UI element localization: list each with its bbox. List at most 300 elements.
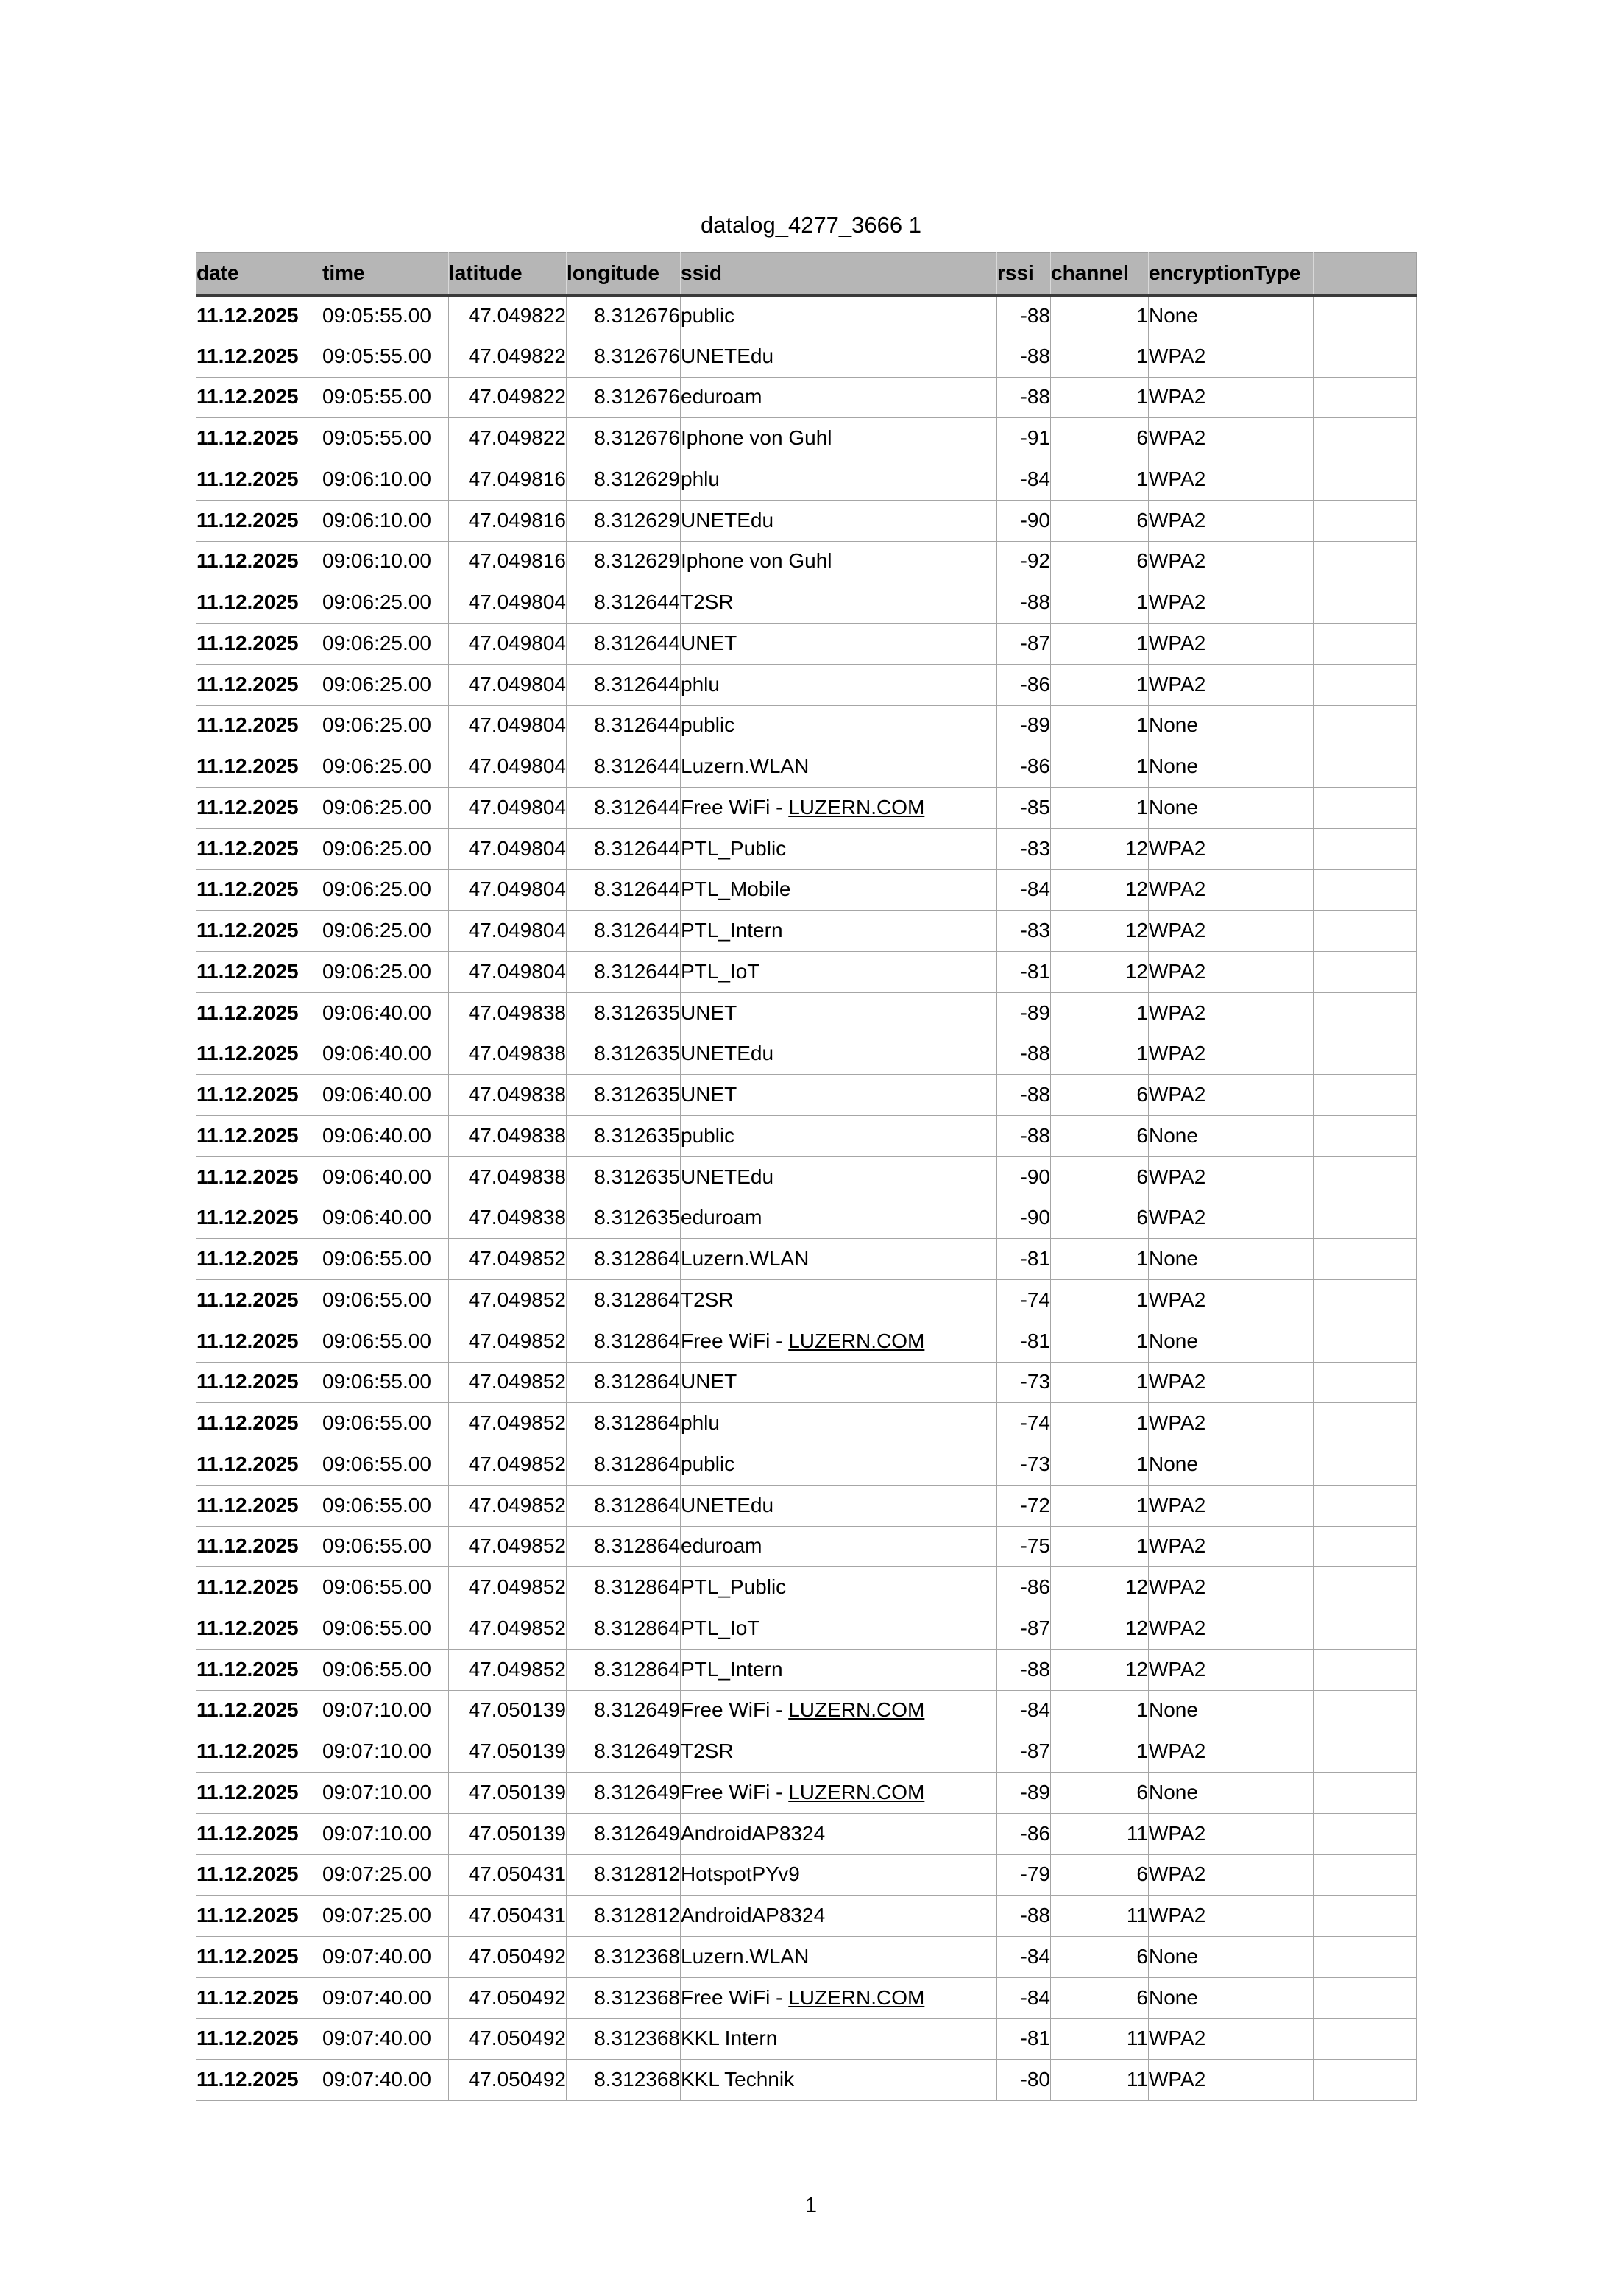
cell-channel: 6 xyxy=(1051,541,1149,582)
cell-encryption-type: WPA2 xyxy=(1149,1198,1314,1239)
cell-date: 11.12.2025 xyxy=(196,1116,322,1157)
cell-date: 11.12.2025 xyxy=(196,992,322,1034)
cell-ssid: Luzern.WLAN xyxy=(681,1937,997,1978)
cell-time: 09:06:55.00 xyxy=(322,1608,449,1650)
cell-longitude: 8.312676 xyxy=(567,377,681,418)
cell-ssid: KKL Intern xyxy=(681,2018,997,2060)
cell-channel: 6 xyxy=(1051,1116,1149,1157)
cell-rssi: -88 xyxy=(997,1649,1051,1690)
table-row xyxy=(196,1649,1417,1690)
cell-latitude: 47.049852 xyxy=(449,1608,567,1650)
cell-latitude: 47.049816 xyxy=(449,459,567,501)
cell-encryption-type: WPA2 xyxy=(1149,582,1314,624)
column-header-channel: channel xyxy=(1051,253,1149,295)
cell-longitude: 8.312864 xyxy=(567,1321,681,1362)
cell-rssi: -72 xyxy=(997,1485,1051,1526)
table-row xyxy=(196,1690,1417,1731)
cell-rssi: -87 xyxy=(997,1731,1051,1773)
cell-ssid: UNET xyxy=(681,1075,997,1116)
cell-ssid: UNET xyxy=(681,624,997,665)
cell-date: 11.12.2025 xyxy=(196,1937,322,1978)
cell-latitude: 47.049804 xyxy=(449,664,567,705)
cell-channel: 1 xyxy=(1051,336,1149,377)
cell-extra xyxy=(1314,911,1417,952)
table-body xyxy=(196,295,1417,2101)
cell-date: 11.12.2025 xyxy=(196,1075,322,1116)
cell-date: 11.12.2025 xyxy=(196,1813,322,1854)
cell-channel: 6 xyxy=(1051,1854,1149,1896)
cell-time: 09:07:10.00 xyxy=(322,1690,449,1731)
cell-time: 09:06:25.00 xyxy=(322,582,449,624)
cell-latitude: 47.049838 xyxy=(449,1156,567,1198)
cell-date: 11.12.2025 xyxy=(196,500,322,541)
cell-channel: 12 xyxy=(1051,828,1149,869)
luzern-com-link[interactable]: LUZERN.COM xyxy=(788,1985,925,2009)
cell-rssi: -86 xyxy=(997,1813,1051,1854)
cell-longitude: 8.312635 xyxy=(567,992,681,1034)
cell-channel: 1 xyxy=(1051,1444,1149,1486)
cell-date: 11.12.2025 xyxy=(196,664,322,705)
cell-extra xyxy=(1314,1239,1417,1280)
cell-rssi: -87 xyxy=(997,1608,1051,1650)
cell-latitude: 47.049852 xyxy=(449,1567,567,1608)
cell-date: 11.12.2025 xyxy=(196,1854,322,1896)
cell-latitude: 47.050139 xyxy=(449,1731,567,1773)
cell-time: 09:06:55.00 xyxy=(322,1280,449,1321)
cell-channel: 12 xyxy=(1051,911,1149,952)
page-number: 1 xyxy=(804,2194,818,2217)
table-row xyxy=(196,377,1417,418)
cell-date: 11.12.2025 xyxy=(196,1977,322,2018)
cell-encryption-type: None xyxy=(1149,1690,1314,1731)
cell-ssid: PTL_Intern xyxy=(681,1649,997,1690)
cell-ssid: UNETEdu xyxy=(681,500,997,541)
cell-encryption-type: WPA2 xyxy=(1149,1362,1314,1403)
table-row xyxy=(196,828,1417,869)
cell-encryption-type: WPA2 xyxy=(1149,1731,1314,1773)
cell-encryption-type: WPA2 xyxy=(1149,1526,1314,1567)
cell-rssi: -88 xyxy=(997,1034,1051,1075)
column-header-time: time xyxy=(322,253,449,295)
cell-rssi: -88 xyxy=(997,1896,1051,1937)
table-row xyxy=(196,1854,1417,1896)
cell-extra xyxy=(1314,1485,1417,1526)
cell-rssi: -88 xyxy=(997,295,1051,336)
table-row xyxy=(196,705,1417,746)
cell-channel: 1 xyxy=(1051,705,1149,746)
column-header-rssi: rssi xyxy=(997,253,1051,295)
cell-channel: 11 xyxy=(1051,2018,1149,2060)
cell-longitude: 8.312644 xyxy=(567,705,681,746)
cell-rssi: -84 xyxy=(997,1690,1051,1731)
cell-longitude: 8.312635 xyxy=(567,1075,681,1116)
cell-ssid: Luzern.WLAN xyxy=(681,1239,997,1280)
cell-encryption-type: WPA2 xyxy=(1149,1854,1314,1896)
cell-ssid: eduroam xyxy=(681,1198,997,1239)
cell-encryption-type: WPA2 xyxy=(1149,377,1314,418)
cell-date: 11.12.2025 xyxy=(196,1444,322,1486)
table-row xyxy=(196,1485,1417,1526)
cell-ssid: phlu xyxy=(681,459,997,501)
cell-ssid: KKL Technik xyxy=(681,2060,997,2101)
cell-latitude: 47.049822 xyxy=(449,418,567,459)
cell-encryption-type: WPA2 xyxy=(1149,869,1314,911)
cell-channel: 12 xyxy=(1051,1567,1149,1608)
table-row xyxy=(196,459,1417,501)
cell-extra xyxy=(1314,624,1417,665)
cell-time: 09:06:25.00 xyxy=(322,869,449,911)
cell-time: 09:06:25.00 xyxy=(322,705,449,746)
cell-latitude: 47.049852 xyxy=(449,1649,567,1690)
cell-extra xyxy=(1314,992,1417,1034)
cell-rssi: -85 xyxy=(997,788,1051,829)
cell-encryption-type: WPA2 xyxy=(1149,2018,1314,2060)
cell-channel: 1 xyxy=(1051,788,1149,829)
table-row xyxy=(196,1321,1417,1362)
cell-latitude: 47.049804 xyxy=(449,952,567,993)
cell-time: 09:07:40.00 xyxy=(322,2018,449,2060)
cell-rssi: -86 xyxy=(997,1567,1051,1608)
cell-encryption-type: WPA2 xyxy=(1149,2060,1314,2101)
cell-extra xyxy=(1314,1034,1417,1075)
cell-latitude: 47.049852 xyxy=(449,1362,567,1403)
cell-channel: 12 xyxy=(1051,1649,1149,1690)
cell-time: 09:05:55.00 xyxy=(322,336,449,377)
table-row xyxy=(196,1773,1417,1814)
cell-longitude: 8.312635 xyxy=(567,1198,681,1239)
cell-longitude: 8.312644 xyxy=(567,664,681,705)
cell-ssid: PTL_Public xyxy=(681,1567,997,1608)
cell-encryption-type: WPA2 xyxy=(1149,459,1314,501)
cell-longitude: 8.312635 xyxy=(567,1034,681,1075)
cell-encryption-type: WPA2 xyxy=(1149,1649,1314,1690)
cell-longitude: 8.312644 xyxy=(567,788,681,829)
cell-encryption-type: None xyxy=(1149,1937,1314,1978)
table-row xyxy=(196,500,1417,541)
cell-date: 11.12.2025 xyxy=(196,828,322,869)
cell-date: 11.12.2025 xyxy=(196,582,322,624)
cell-extra xyxy=(1314,295,1417,336)
table-row xyxy=(196,664,1417,705)
column-header-latitude: latitude xyxy=(449,253,567,295)
cell-extra xyxy=(1314,1526,1417,1567)
cell-date: 11.12.2025 xyxy=(196,952,322,993)
cell-latitude: 47.050139 xyxy=(449,1773,567,1814)
cell-longitude: 8.312812 xyxy=(567,1896,681,1937)
cell-ssid: HotspotPYv9 xyxy=(681,1854,997,1896)
cell-extra xyxy=(1314,746,1417,788)
cell-longitude: 8.312864 xyxy=(567,1280,681,1321)
cell-longitude: 8.312629 xyxy=(567,459,681,501)
cell-longitude: 8.312864 xyxy=(567,1649,681,1690)
cell-ssid: AndroidAP8324 xyxy=(681,1813,997,1854)
cell-ssid: public xyxy=(681,1116,997,1157)
cell-rssi: -81 xyxy=(997,952,1051,993)
cell-extra xyxy=(1314,2060,1417,2101)
cell-date: 11.12.2025 xyxy=(196,1567,322,1608)
cell-extra xyxy=(1314,1362,1417,1403)
cell-ssid: UNETEdu xyxy=(681,1034,997,1075)
cell-channel: 1 xyxy=(1051,1526,1149,1567)
cell-encryption-type: None xyxy=(1149,705,1314,746)
cell-channel: 12 xyxy=(1051,1608,1149,1650)
cell-extra xyxy=(1314,664,1417,705)
table-row xyxy=(196,336,1417,377)
cell-channel: 1 xyxy=(1051,1239,1149,1280)
cell-latitude: 47.049852 xyxy=(449,1239,567,1280)
cell-extra xyxy=(1314,1075,1417,1116)
cell-ssid: public xyxy=(681,295,997,336)
cell-date: 11.12.2025 xyxy=(196,295,322,336)
cell-channel: 6 xyxy=(1051,1198,1149,1239)
cell-latitude: 47.050139 xyxy=(449,1690,567,1731)
cell-extra xyxy=(1314,377,1417,418)
cell-longitude: 8.312676 xyxy=(567,295,681,336)
cell-time: 09:06:40.00 xyxy=(322,1198,449,1239)
cell-latitude: 47.049852 xyxy=(449,1485,567,1526)
cell-rssi: -73 xyxy=(997,1444,1051,1486)
cell-extra xyxy=(1314,1977,1417,2018)
cell-time: 09:06:25.00 xyxy=(322,911,449,952)
cell-rssi: -88 xyxy=(997,1116,1051,1157)
luzern-com-link[interactable]: LUZERN.COM xyxy=(788,795,925,819)
cell-time: 09:06:55.00 xyxy=(322,1444,449,1486)
cell-date: 11.12.2025 xyxy=(196,1198,322,1239)
cell-date: 11.12.2025 xyxy=(196,1773,322,1814)
cell-channel: 1 xyxy=(1051,1280,1149,1321)
cell-latitude: 47.049838 xyxy=(449,1075,567,1116)
cell-encryption-type: WPA2 xyxy=(1149,992,1314,1034)
cell-time: 09:06:25.00 xyxy=(322,828,449,869)
cell-date: 11.12.2025 xyxy=(196,377,322,418)
luzern-com-link[interactable]: LUZERN.COM xyxy=(788,1329,925,1352)
cell-rssi: -92 xyxy=(997,541,1051,582)
cell-latitude: 47.049838 xyxy=(449,1198,567,1239)
table-row xyxy=(196,295,1417,336)
cell-date: 11.12.2025 xyxy=(196,1321,322,1362)
cell-time: 09:06:25.00 xyxy=(322,952,449,993)
cell-rssi: -79 xyxy=(997,1854,1051,1896)
cell-latitude: 47.050431 xyxy=(449,1896,567,1937)
cell-time: 09:07:10.00 xyxy=(322,1731,449,1773)
cell-channel: 6 xyxy=(1051,1977,1149,2018)
cell-extra xyxy=(1314,1854,1417,1896)
cell-latitude: 47.049804 xyxy=(449,705,567,746)
cell-ssid: UNETEdu xyxy=(681,1485,997,1526)
cell-extra xyxy=(1314,788,1417,829)
table-row xyxy=(196,1156,1417,1198)
cell-date: 11.12.2025 xyxy=(196,1362,322,1403)
cell-extra xyxy=(1314,1608,1417,1650)
cell-time: 09:07:10.00 xyxy=(322,1813,449,1854)
cell-time: 09:06:40.00 xyxy=(322,992,449,1034)
cell-rssi: -81 xyxy=(997,1321,1051,1362)
cell-date: 11.12.2025 xyxy=(196,624,322,665)
cell-ssid: Free WiFi - LUZERN.COM xyxy=(681,1690,997,1731)
cell-time: 09:07:40.00 xyxy=(322,1937,449,1978)
cell-rssi: -86 xyxy=(997,664,1051,705)
cell-channel: 11 xyxy=(1051,2060,1149,2101)
cell-channel: 1 xyxy=(1051,746,1149,788)
cell-encryption-type: WPA2 xyxy=(1149,418,1314,459)
cell-latitude: 47.050139 xyxy=(449,1813,567,1854)
cell-latitude: 47.050431 xyxy=(449,1854,567,1896)
cell-ssid: eduroam xyxy=(681,1526,997,1567)
cell-rssi: -90 xyxy=(997,1156,1051,1198)
cell-date: 11.12.2025 xyxy=(196,1034,322,1075)
cell-latitude: 47.049804 xyxy=(449,788,567,829)
cell-latitude: 47.049804 xyxy=(449,746,567,788)
table-row xyxy=(196,1896,1417,1937)
cell-encryption-type: None xyxy=(1149,788,1314,829)
cell-extra xyxy=(1314,952,1417,993)
cell-date: 11.12.2025 xyxy=(196,1526,322,1567)
cell-date: 11.12.2025 xyxy=(196,1608,322,1650)
cell-date: 11.12.2025 xyxy=(196,911,322,952)
cell-rssi: -88 xyxy=(997,336,1051,377)
cell-encryption-type: WPA2 xyxy=(1149,1485,1314,1526)
cell-time: 09:06:55.00 xyxy=(322,1362,449,1403)
cell-encryption-type: WPA2 xyxy=(1149,1567,1314,1608)
cell-time: 09:06:55.00 xyxy=(322,1567,449,1608)
cell-longitude: 8.312368 xyxy=(567,1977,681,2018)
cell-rssi: -90 xyxy=(997,1198,1051,1239)
cell-extra xyxy=(1314,1403,1417,1444)
cell-channel: 1 xyxy=(1051,377,1149,418)
cell-encryption-type: WPA2 xyxy=(1149,952,1314,993)
cell-ssid: UNETEdu xyxy=(681,1156,997,1198)
cell-ssid: Free WiFi - LUZERN.COM xyxy=(681,788,997,829)
table-row xyxy=(196,1198,1417,1239)
cell-channel: 1 xyxy=(1051,1362,1149,1403)
cell-extra xyxy=(1314,582,1417,624)
table-row xyxy=(196,1403,1417,1444)
cell-channel: 12 xyxy=(1051,869,1149,911)
cell-ssid: PTL_Intern xyxy=(681,911,997,952)
datalog-table xyxy=(196,252,1417,2101)
cell-encryption-type: WPA2 xyxy=(1149,1403,1314,1444)
cell-time: 09:06:40.00 xyxy=(322,1034,449,1075)
cell-channel: 1 xyxy=(1051,582,1149,624)
cell-longitude: 8.312368 xyxy=(567,1937,681,1978)
cell-rssi: -89 xyxy=(997,705,1051,746)
luzern-com-link[interactable]: LUZERN.COM xyxy=(788,1698,925,1722)
cell-longitude: 8.312644 xyxy=(567,746,681,788)
cell-encryption-type: WPA2 xyxy=(1149,1280,1314,1321)
cell-longitude: 8.312649 xyxy=(567,1813,681,1854)
cell-channel: 1 xyxy=(1051,624,1149,665)
table-row xyxy=(196,911,1417,952)
cell-encryption-type: WPA2 xyxy=(1149,911,1314,952)
cell-time: 09:07:25.00 xyxy=(322,1854,449,1896)
cell-extra xyxy=(1314,418,1417,459)
table-row xyxy=(196,582,1417,624)
cell-longitude: 8.312649 xyxy=(567,1773,681,1814)
cell-encryption-type: None xyxy=(1149,1444,1314,1486)
cell-rssi: -90 xyxy=(997,500,1051,541)
cell-time: 09:06:25.00 xyxy=(322,664,449,705)
cell-latitude: 47.049822 xyxy=(449,295,567,336)
cell-time: 09:06:55.00 xyxy=(322,1485,449,1526)
cell-date: 11.12.2025 xyxy=(196,2018,322,2060)
cell-time: 09:06:25.00 xyxy=(322,788,449,829)
column-header-longitude: longitude xyxy=(567,253,681,295)
cell-date: 11.12.2025 xyxy=(196,1156,322,1198)
cell-latitude: 47.050492 xyxy=(449,2018,567,2060)
cell-longitude: 8.312629 xyxy=(567,541,681,582)
luzern-com-link[interactable]: LUZERN.COM xyxy=(788,1780,925,1804)
cell-longitude: 8.312644 xyxy=(567,828,681,869)
table-row xyxy=(196,418,1417,459)
cell-encryption-type: WPA2 xyxy=(1149,336,1314,377)
table-row xyxy=(196,1116,1417,1157)
cell-date: 11.12.2025 xyxy=(196,1896,322,1937)
cell-latitude: 47.049804 xyxy=(449,911,567,952)
cell-latitude: 47.049852 xyxy=(449,1526,567,1567)
cell-time: 09:07:40.00 xyxy=(322,1977,449,2018)
table-row xyxy=(196,1280,1417,1321)
cell-date: 11.12.2025 xyxy=(196,1485,322,1526)
cell-ssid: T2SR xyxy=(681,582,997,624)
cell-longitude: 8.312812 xyxy=(567,1854,681,1896)
cell-encryption-type: None xyxy=(1149,746,1314,788)
cell-extra xyxy=(1314,1731,1417,1773)
cell-latitude: 47.049822 xyxy=(449,377,567,418)
cell-channel: 6 xyxy=(1051,1773,1149,1814)
cell-channel: 1 xyxy=(1051,1690,1149,1731)
cell-channel: 1 xyxy=(1051,1485,1149,1526)
cell-date: 11.12.2025 xyxy=(196,788,322,829)
cell-rssi: -81 xyxy=(997,1239,1051,1280)
cell-ssid: Luzern.WLAN xyxy=(681,746,997,788)
cell-channel: 1 xyxy=(1051,664,1149,705)
cell-rssi: -84 xyxy=(997,1977,1051,2018)
cell-encryption-type: None xyxy=(1149,1239,1314,1280)
cell-ssid: phlu xyxy=(681,664,997,705)
cell-encryption-type: WPA2 xyxy=(1149,664,1314,705)
cell-encryption-type: WPA2 xyxy=(1149,1896,1314,1937)
cell-ssid: UNET xyxy=(681,1362,997,1403)
cell-encryption-type: WPA2 xyxy=(1149,624,1314,665)
cell-channel: 6 xyxy=(1051,500,1149,541)
cell-rssi: -88 xyxy=(997,1075,1051,1116)
cell-channel: 1 xyxy=(1051,295,1149,336)
cell-time: 09:06:10.00 xyxy=(322,500,449,541)
cell-latitude: 47.049852 xyxy=(449,1321,567,1362)
cell-channel: 1 xyxy=(1051,992,1149,1034)
cell-date: 11.12.2025 xyxy=(196,336,322,377)
cell-time: 09:06:55.00 xyxy=(322,1321,449,1362)
cell-ssid: T2SR xyxy=(681,1280,997,1321)
cell-ssid: public xyxy=(681,705,997,746)
cell-channel: 1 xyxy=(1051,1731,1149,1773)
cell-longitude: 8.312644 xyxy=(567,952,681,993)
cell-extra xyxy=(1314,869,1417,911)
cell-latitude: 47.049838 xyxy=(449,1034,567,1075)
cell-encryption-type: WPA2 xyxy=(1149,541,1314,582)
table-header xyxy=(196,253,1417,295)
cell-encryption-type: None xyxy=(1149,1321,1314,1362)
cell-extra xyxy=(1314,1649,1417,1690)
cell-time: 09:06:55.00 xyxy=(322,1403,449,1444)
cell-time: 09:06:40.00 xyxy=(322,1156,449,1198)
cell-date: 11.12.2025 xyxy=(196,1690,322,1731)
cell-date: 11.12.2025 xyxy=(196,459,322,501)
cell-encryption-type: None xyxy=(1149,295,1314,336)
cell-date: 11.12.2025 xyxy=(196,1239,322,1280)
cell-encryption-type: WPA2 xyxy=(1149,1608,1314,1650)
table-row xyxy=(196,1731,1417,1773)
